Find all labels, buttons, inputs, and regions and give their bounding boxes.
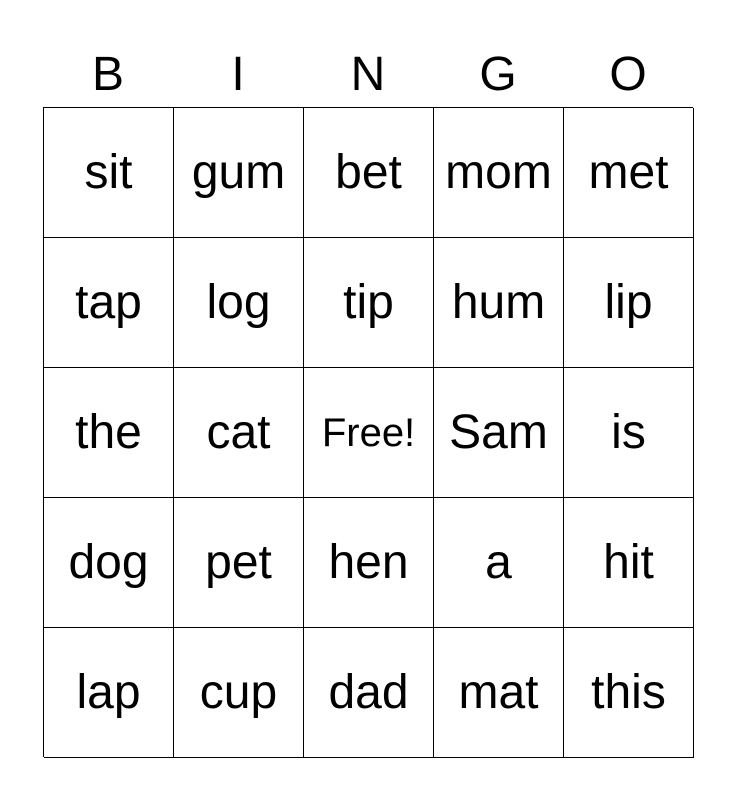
- bingo-cell[interactable]: bet: [304, 108, 434, 238]
- bingo-cell[interactable]: hen: [304, 498, 434, 628]
- bingo-cell[interactable]: dad: [304, 628, 434, 758]
- bingo-cell[interactable]: lap: [44, 628, 174, 758]
- free-space-cell[interactable]: Free!: [304, 368, 434, 498]
- bingo-cell[interactable]: log: [174, 238, 304, 368]
- bingo-cell[interactable]: met: [564, 108, 694, 238]
- header-letter-b: B: [91, 48, 124, 101]
- bingo-cell[interactable]: lip: [564, 238, 694, 368]
- bingo-board: [43, 107, 693, 757]
- bingo-cell[interactable]: mom: [434, 108, 564, 238]
- bingo-cell[interactable]: this: [564, 628, 694, 758]
- bingo-header: [43, 44, 693, 106]
- bingo-cell[interactable]: the: [44, 368, 174, 498]
- bingo-cell[interactable]: tip: [304, 238, 434, 368]
- bingo-cell[interactable]: dog: [44, 498, 174, 628]
- bingo-cell[interactable]: pet: [174, 498, 304, 628]
- bingo-cell[interactable]: cat: [174, 368, 304, 498]
- header-letter-i: I: [231, 48, 245, 101]
- bingo-cell[interactable]: tap: [44, 238, 174, 368]
- bingo-cell[interactable]: gum: [174, 108, 304, 238]
- header-letter-o: O: [609, 48, 647, 101]
- bingo-cell[interactable]: Sam: [434, 368, 564, 498]
- header-letter-n: N: [350, 48, 386, 101]
- bingo-cell[interactable]: cup: [174, 628, 304, 758]
- bingo-cell[interactable]: sit: [44, 108, 174, 238]
- bingo-cell[interactable]: hit: [564, 498, 694, 628]
- bingo-cell[interactable]: hum: [434, 238, 564, 368]
- bingo-cell[interactable]: a: [434, 498, 564, 628]
- bingo-cell[interactable]: is: [564, 368, 694, 498]
- bingo-cell[interactable]: mat: [434, 628, 564, 758]
- header-letter-g: G: [479, 48, 517, 101]
